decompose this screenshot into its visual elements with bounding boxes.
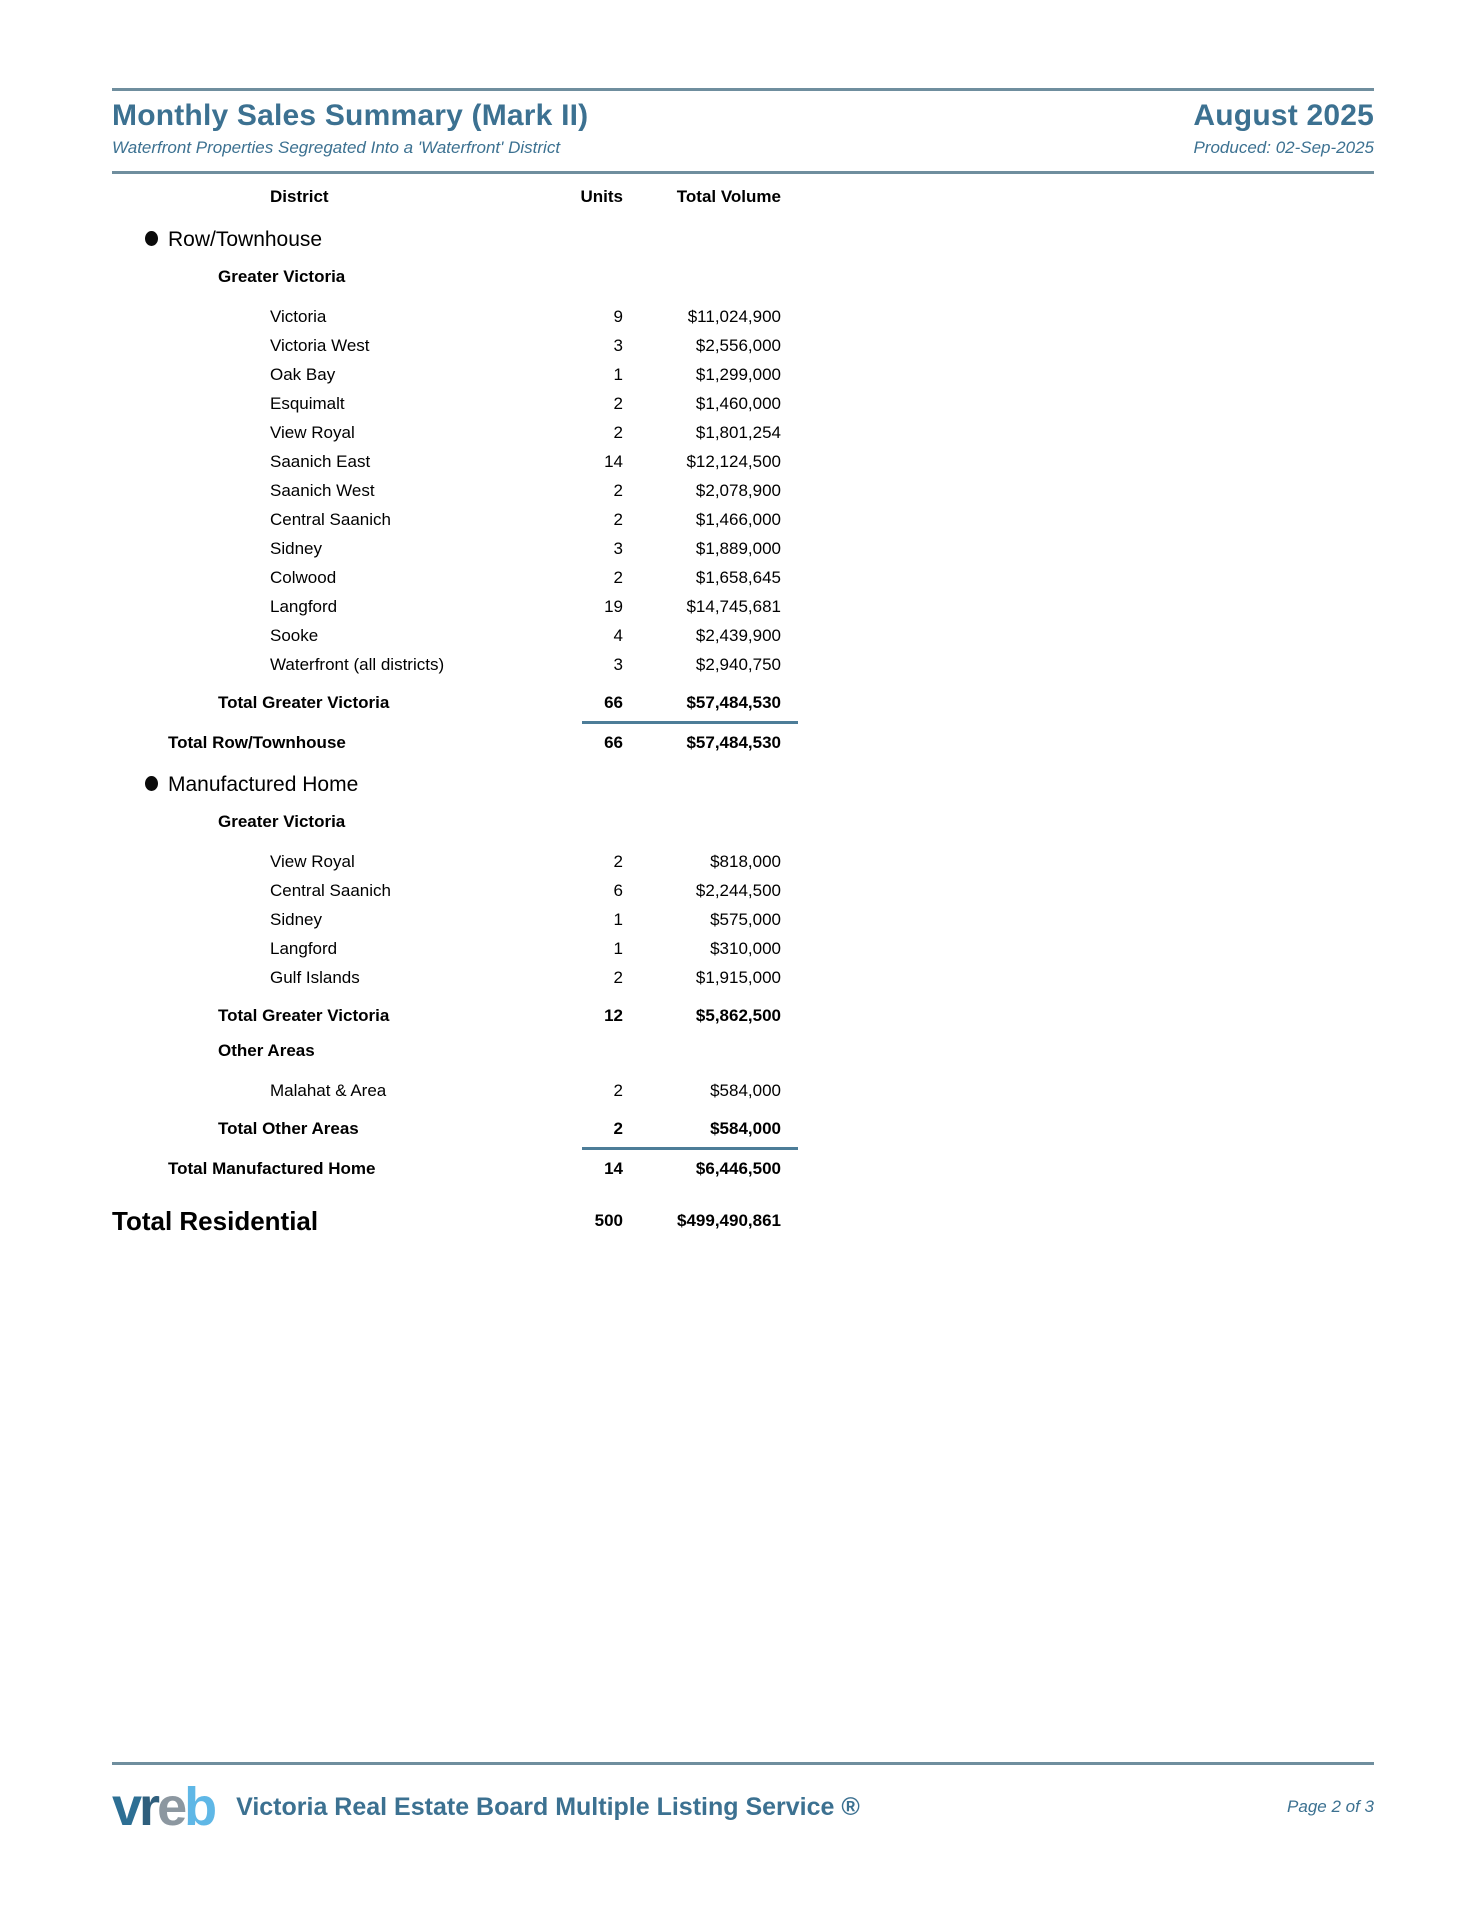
district-cell: Esquimalt	[270, 394, 345, 413]
table-row	[112, 847, 1374, 876]
group-total-row	[112, 1114, 1374, 1143]
district-cell: Waterfront (all districts)	[270, 655, 445, 674]
volume-cell: $310,000	[710, 939, 781, 958]
units-cell: 6	[613, 881, 623, 900]
page-footer	[112, 1762, 1374, 1837]
total-units: 2	[613, 1119, 623, 1138]
district-cell: View Royal	[270, 852, 355, 871]
table-row	[112, 534, 1374, 563]
volume-cell: $575,000	[710, 910, 781, 929]
units-cell: 4	[613, 626, 623, 645]
report-content	[112, 0, 1374, 1241]
district-cell: Saanich East	[270, 452, 371, 471]
volume-cell: $2,078,900	[695, 481, 781, 500]
volume-cell: $2,439,900	[695, 626, 781, 645]
district-cell: Colwood	[270, 568, 337, 587]
district-cell: Victoria West	[270, 336, 370, 355]
grand-total-row	[112, 1201, 1374, 1241]
volume-cell: $11,024,900	[687, 307, 781, 326]
volume-cell: $818,000	[710, 852, 781, 871]
total-volume: $57,484,530	[686, 733, 781, 752]
group-name: Greater Victoria	[218, 812, 346, 831]
table-row	[112, 360, 1374, 389]
table-row	[112, 963, 1374, 992]
report-period: August 2025	[1193, 99, 1374, 132]
units-cell: 2	[613, 968, 623, 987]
group-name: Greater Victoria	[218, 267, 346, 286]
grand-total-label: Total Residential	[112, 1206, 319, 1236]
section-header	[112, 769, 1374, 801]
district-cell: Gulf Islands	[270, 968, 360, 987]
volume-cell: $1,801,254	[695, 423, 781, 442]
volume-cell: $2,244,500	[695, 881, 781, 900]
district-cell: Langford	[270, 597, 338, 616]
units-cell: 3	[613, 539, 623, 558]
total-label: Total Greater Victoria	[218, 1006, 390, 1025]
column-header-units: Units	[580, 187, 623, 206]
grand-total-volume: $499,490,861	[677, 1211, 781, 1230]
volume-cell: $1,658,645	[695, 568, 781, 587]
units-cell: 2	[613, 481, 623, 500]
vreb-logo	[112, 1777, 214, 1837]
header-bottom-rule	[112, 171, 1374, 174]
footer-rule	[112, 1762, 1374, 1765]
section-name: Manufactured Home	[168, 773, 359, 796]
header-top-rule	[112, 88, 1374, 91]
section-name: Row/Townhouse	[168, 228, 323, 251]
volume-cell: $1,466,000	[695, 510, 781, 529]
table-row	[112, 905, 1374, 934]
group-total-row	[112, 1001, 1374, 1030]
group-header-row	[112, 1036, 1374, 1065]
page-title: Monthly Sales Summary (Mark II)	[112, 99, 589, 132]
district-cell: Malahat & Area	[270, 1081, 387, 1100]
district-cell: View Royal	[270, 423, 355, 442]
units-cell: 2	[613, 394, 623, 413]
units-cell: 19	[604, 597, 623, 616]
vreb-logo-letter: v	[112, 1777, 140, 1837]
units-cell: 2	[613, 568, 623, 587]
district-cell: Victoria	[270, 307, 327, 326]
district-cell: Central Saanich	[270, 881, 391, 900]
table-row	[112, 302, 1374, 331]
volume-cell: $1,460,000	[695, 394, 781, 413]
volume-cell: $12,124,500	[686, 452, 781, 471]
table-row	[112, 650, 1374, 679]
district-cell: Central Saanich	[270, 510, 391, 529]
title-row	[112, 99, 1374, 133]
vreb-logo-letter: r	[139, 1777, 158, 1837]
table-row	[112, 934, 1374, 963]
bullet-icon	[145, 776, 158, 791]
volume-cell: $2,940,750	[695, 655, 781, 674]
total-volume: $57,484,530	[686, 693, 781, 712]
district-cell: Oak Bay	[270, 365, 336, 384]
table-row	[112, 563, 1374, 592]
total-label: Total Row/Townhouse	[168, 733, 346, 752]
district-cell: Sidney	[270, 539, 322, 558]
total-units: 12	[604, 1006, 623, 1025]
district-cell: Sidney	[270, 910, 322, 929]
subtotal-rule	[582, 721, 798, 724]
page-number: Page 2 of 3	[1287, 1797, 1374, 1816]
table-row	[112, 389, 1374, 418]
table-row	[112, 876, 1374, 905]
district-cell: Sooke	[270, 626, 319, 645]
units-cell: 1	[613, 939, 623, 958]
footer-row	[112, 1777, 1374, 1837]
produced-date: Produced: 02-Sep-2025	[1193, 138, 1374, 157]
volume-cell: $1,889,000	[695, 539, 781, 558]
volume-cell: $14,745,681	[686, 597, 781, 616]
total-volume: $584,000	[710, 1119, 781, 1138]
total-units: 14	[604, 1159, 623, 1178]
total-label: Total Manufactured Home	[168, 1159, 376, 1178]
units-cell: 3	[613, 655, 623, 674]
table-row	[112, 592, 1374, 621]
bullet-icon	[145, 231, 158, 246]
table-row	[112, 476, 1374, 505]
table-row	[112, 621, 1374, 650]
subtitle-row	[112, 138, 1374, 158]
district-cell: Saanich West	[270, 481, 375, 500]
group-rows	[112, 847, 1374, 992]
volume-cell: $1,915,000	[695, 968, 781, 987]
district-cell: Langford	[270, 939, 338, 958]
units-cell: 2	[613, 852, 623, 871]
vreb-logo-letter: b	[184, 1777, 215, 1837]
group-header-row	[112, 262, 1374, 291]
volume-cell: $584,000	[710, 1081, 781, 1100]
sections-container	[112, 224, 1374, 1183]
table-row	[112, 418, 1374, 447]
column-header-volume: Total Volume	[676, 187, 781, 206]
section-header	[112, 224, 1374, 256]
report-subtitle: Waterfront Properties Segregated Into a 'Waterfront' District	[112, 138, 561, 157]
vreb-logo-letter: e	[157, 1777, 185, 1837]
table-header-row	[112, 182, 1374, 212]
total-label: Total Greater Victoria	[218, 693, 390, 712]
column-header-district: District	[270, 187, 329, 206]
units-cell: 2	[613, 1081, 623, 1100]
units-cell: 2	[613, 423, 623, 442]
table-row	[112, 447, 1374, 476]
group-total-row	[112, 688, 1374, 717]
units-cell: 3	[613, 336, 623, 355]
total-units: 66	[604, 733, 623, 752]
table-row	[112, 1076, 1374, 1105]
subtotal-rule	[582, 1147, 798, 1150]
units-cell: 14	[604, 452, 623, 471]
group-name: Other Areas	[218, 1041, 315, 1060]
volume-cell: $2,556,000	[695, 336, 781, 355]
table-row	[112, 331, 1374, 360]
group-rows	[112, 1076, 1374, 1105]
units-cell: 1	[613, 910, 623, 929]
table-row	[112, 505, 1374, 534]
board-name: Victoria Real Estate Board Multiple Listing Service ®	[236, 1792, 860, 1821]
total-volume: $6,446,500	[695, 1159, 781, 1178]
total-units: 66	[604, 693, 623, 712]
units-cell: 1	[613, 365, 623, 384]
total-volume: $5,862,500	[695, 1006, 781, 1025]
group-rows	[112, 302, 1374, 679]
units-cell: 9	[613, 307, 623, 326]
group-header-row	[112, 807, 1374, 836]
grand-total-units: 500	[594, 1211, 623, 1230]
volume-cell: $1,299,000	[695, 365, 781, 384]
total-label: Total Other Areas	[218, 1119, 359, 1138]
section-total-row	[112, 728, 1374, 757]
section-total-row	[112, 1154, 1374, 1183]
units-cell: 2	[613, 510, 623, 529]
